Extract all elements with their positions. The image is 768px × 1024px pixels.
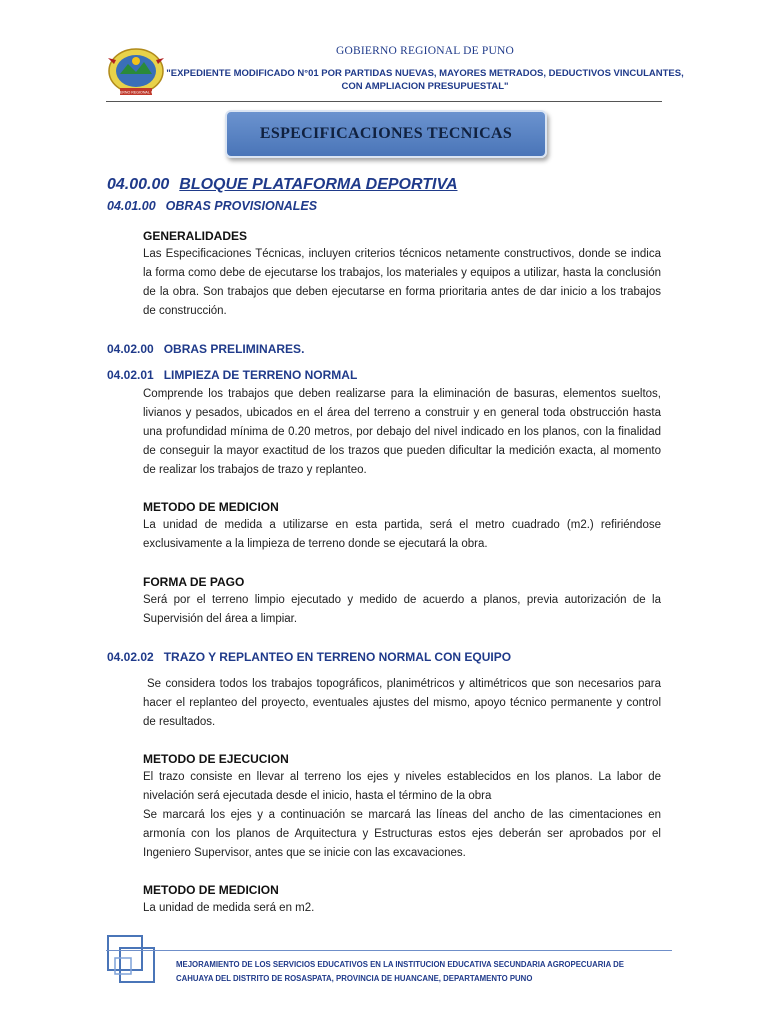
title-banner (225, 110, 547, 158)
paragraph-limpieza: Comprende los trabajos que deben realizarse para la eliminación de basuras, elementos sueltos, livianos y pesados, ubicados en el área del terreno a construir y en general toda obstrucción hasta una profundidad mínima de 0.20 metros, por debajo del nivel indicado en los planos, con la finalidad de conseguir la mayor exactitud de los trazos que pueden dificultar la medición exacta, al momento de realizar los trabajos de trazo y replanteo. (143, 388, 661, 476)
section-heading-bloque (107, 176, 458, 194)
paragraph-forma-pago: Será por el terreno limpio ejecutado y medido de acuerdo a planos, previa autorización de la Supervisión del área a limpiar. (143, 594, 661, 625)
paragraph-metodo-medicion-2: La unidad de medida será en m2. (143, 902, 315, 914)
subheading-metodo-ejecucion: METODO DE EJECUCION (143, 752, 289, 766)
seal-caption: GOBIERNO REGIONAL PUNO (110, 90, 162, 95)
overlapping-squares-icon (106, 930, 160, 990)
paragraph-metodo-medicion: La unidad de medida a utilizarse en esta partida, será el metro cuadrado (m2.) refiriéndose exclusivamente a la limpieza de terreno donde se ejecutará la obra. (143, 519, 661, 550)
footer-line-2: CAHUAYA DEL DISTRITO DE ROSASPATA, PROVINCIA DE HUANCANE, DEPARTAMENTO PUNO (176, 974, 533, 983)
section-code: 04.01.00 (107, 199, 156, 213)
regional-seal-icon (106, 44, 166, 100)
footer-line-1: MEJORAMIENTO DE LOS SERVICIOS EDUCATIVOS EN LA INSTITUCION EDUCATIVA SECUNDARIA AGROPECUARIA DE (176, 960, 624, 969)
subheading-metodo-medicion: METODO DE MEDICION (143, 500, 279, 514)
subheading-generalidades: GENERALIDADES (143, 229, 248, 243)
section-code: 04.02.00 (107, 342, 154, 356)
paragraph-trazo: Se considera todos los trabajos topográficos, planimétricos y altimétricos que son necesarios para hacer el replanteo del proyecto, eventuales ajustes del mismo, apoyo técnico permanente y control de resultados. (143, 678, 661, 728)
section-code: 04.02.01 (107, 368, 154, 382)
banner-title: ESPECIFICACIONES TECNICAS (259, 125, 513, 142)
government-name: GOBIERNO REGIONAL DE PUNO (335, 45, 515, 57)
paragraph-ejecucion-2: Se marcará los ejes y a continuación se marcará las líneas del ancho de las cimentaciones en armonía con los planos de Arquitectura y Estructuras estos ejes deberán ser aprobados por el Ingeniero Supervisor, antes que se inicie con las excavaciones. (143, 809, 661, 859)
expediente-title (160, 67, 690, 93)
section-title: BLOQUE PLATAFORMA DEPORTIVA (179, 176, 458, 193)
section-heading-provisionales (107, 199, 317, 213)
section-title: OBRAS PRELIMINARES. (163, 342, 305, 356)
section-title: OBRAS PROVISIONALES (165, 199, 318, 213)
section-title: LIMPIEZA DE TERRENO NORMAL (163, 368, 358, 382)
expediente-line-2: CON AMPLIACION PRESUPUESTAL" (341, 81, 509, 92)
section-code: 04.02.02 (107, 650, 154, 664)
page-header (0, 0, 768, 110)
header-divider (106, 101, 662, 102)
footer-project-title (176, 958, 662, 986)
footer-divider (106, 950, 672, 951)
subheading-forma-pago: FORMA DE PAGO (143, 575, 245, 589)
expediente-line-1: "EXPEDIENTE MODIFICADO N°01 POR PARTIDAS NUEVAS, MAYORES METRADOS, DEDUCTIVOS VINCULANTES, (166, 68, 684, 79)
section-title: TRAZO Y REPLANTEO EN TERRENO NORMAL CON EQUIPO (163, 650, 512, 664)
section-heading-limpieza (107, 368, 357, 382)
section-code: 04.00.00 (107, 176, 170, 193)
paragraph-ejecucion-1: El trazo consiste en llevar al terreno los ejes y niveles establecidos en los planos. La labor de nivelación será ejecutada desde el inicio, hasta el término de la obra (143, 771, 661, 802)
paragraph-generalidades: Las Especificaciones Técnicas, incluyen criterios técnicos netamente constructivos, donde se indica la forma como debe de ejecutarse los trabajos, los materiales y equipos a utilizar, hasta la conclusión de la obra. Son trabajos que deben ejecutarse en forma prioritaria antes de dar inicio a los trabajos de construcción. (143, 248, 661, 317)
subheading-metodo-medicion-2: METODO DE MEDICION (143, 883, 279, 897)
section-heading-trazo (107, 650, 511, 664)
section-heading-preliminares (107, 342, 304, 356)
